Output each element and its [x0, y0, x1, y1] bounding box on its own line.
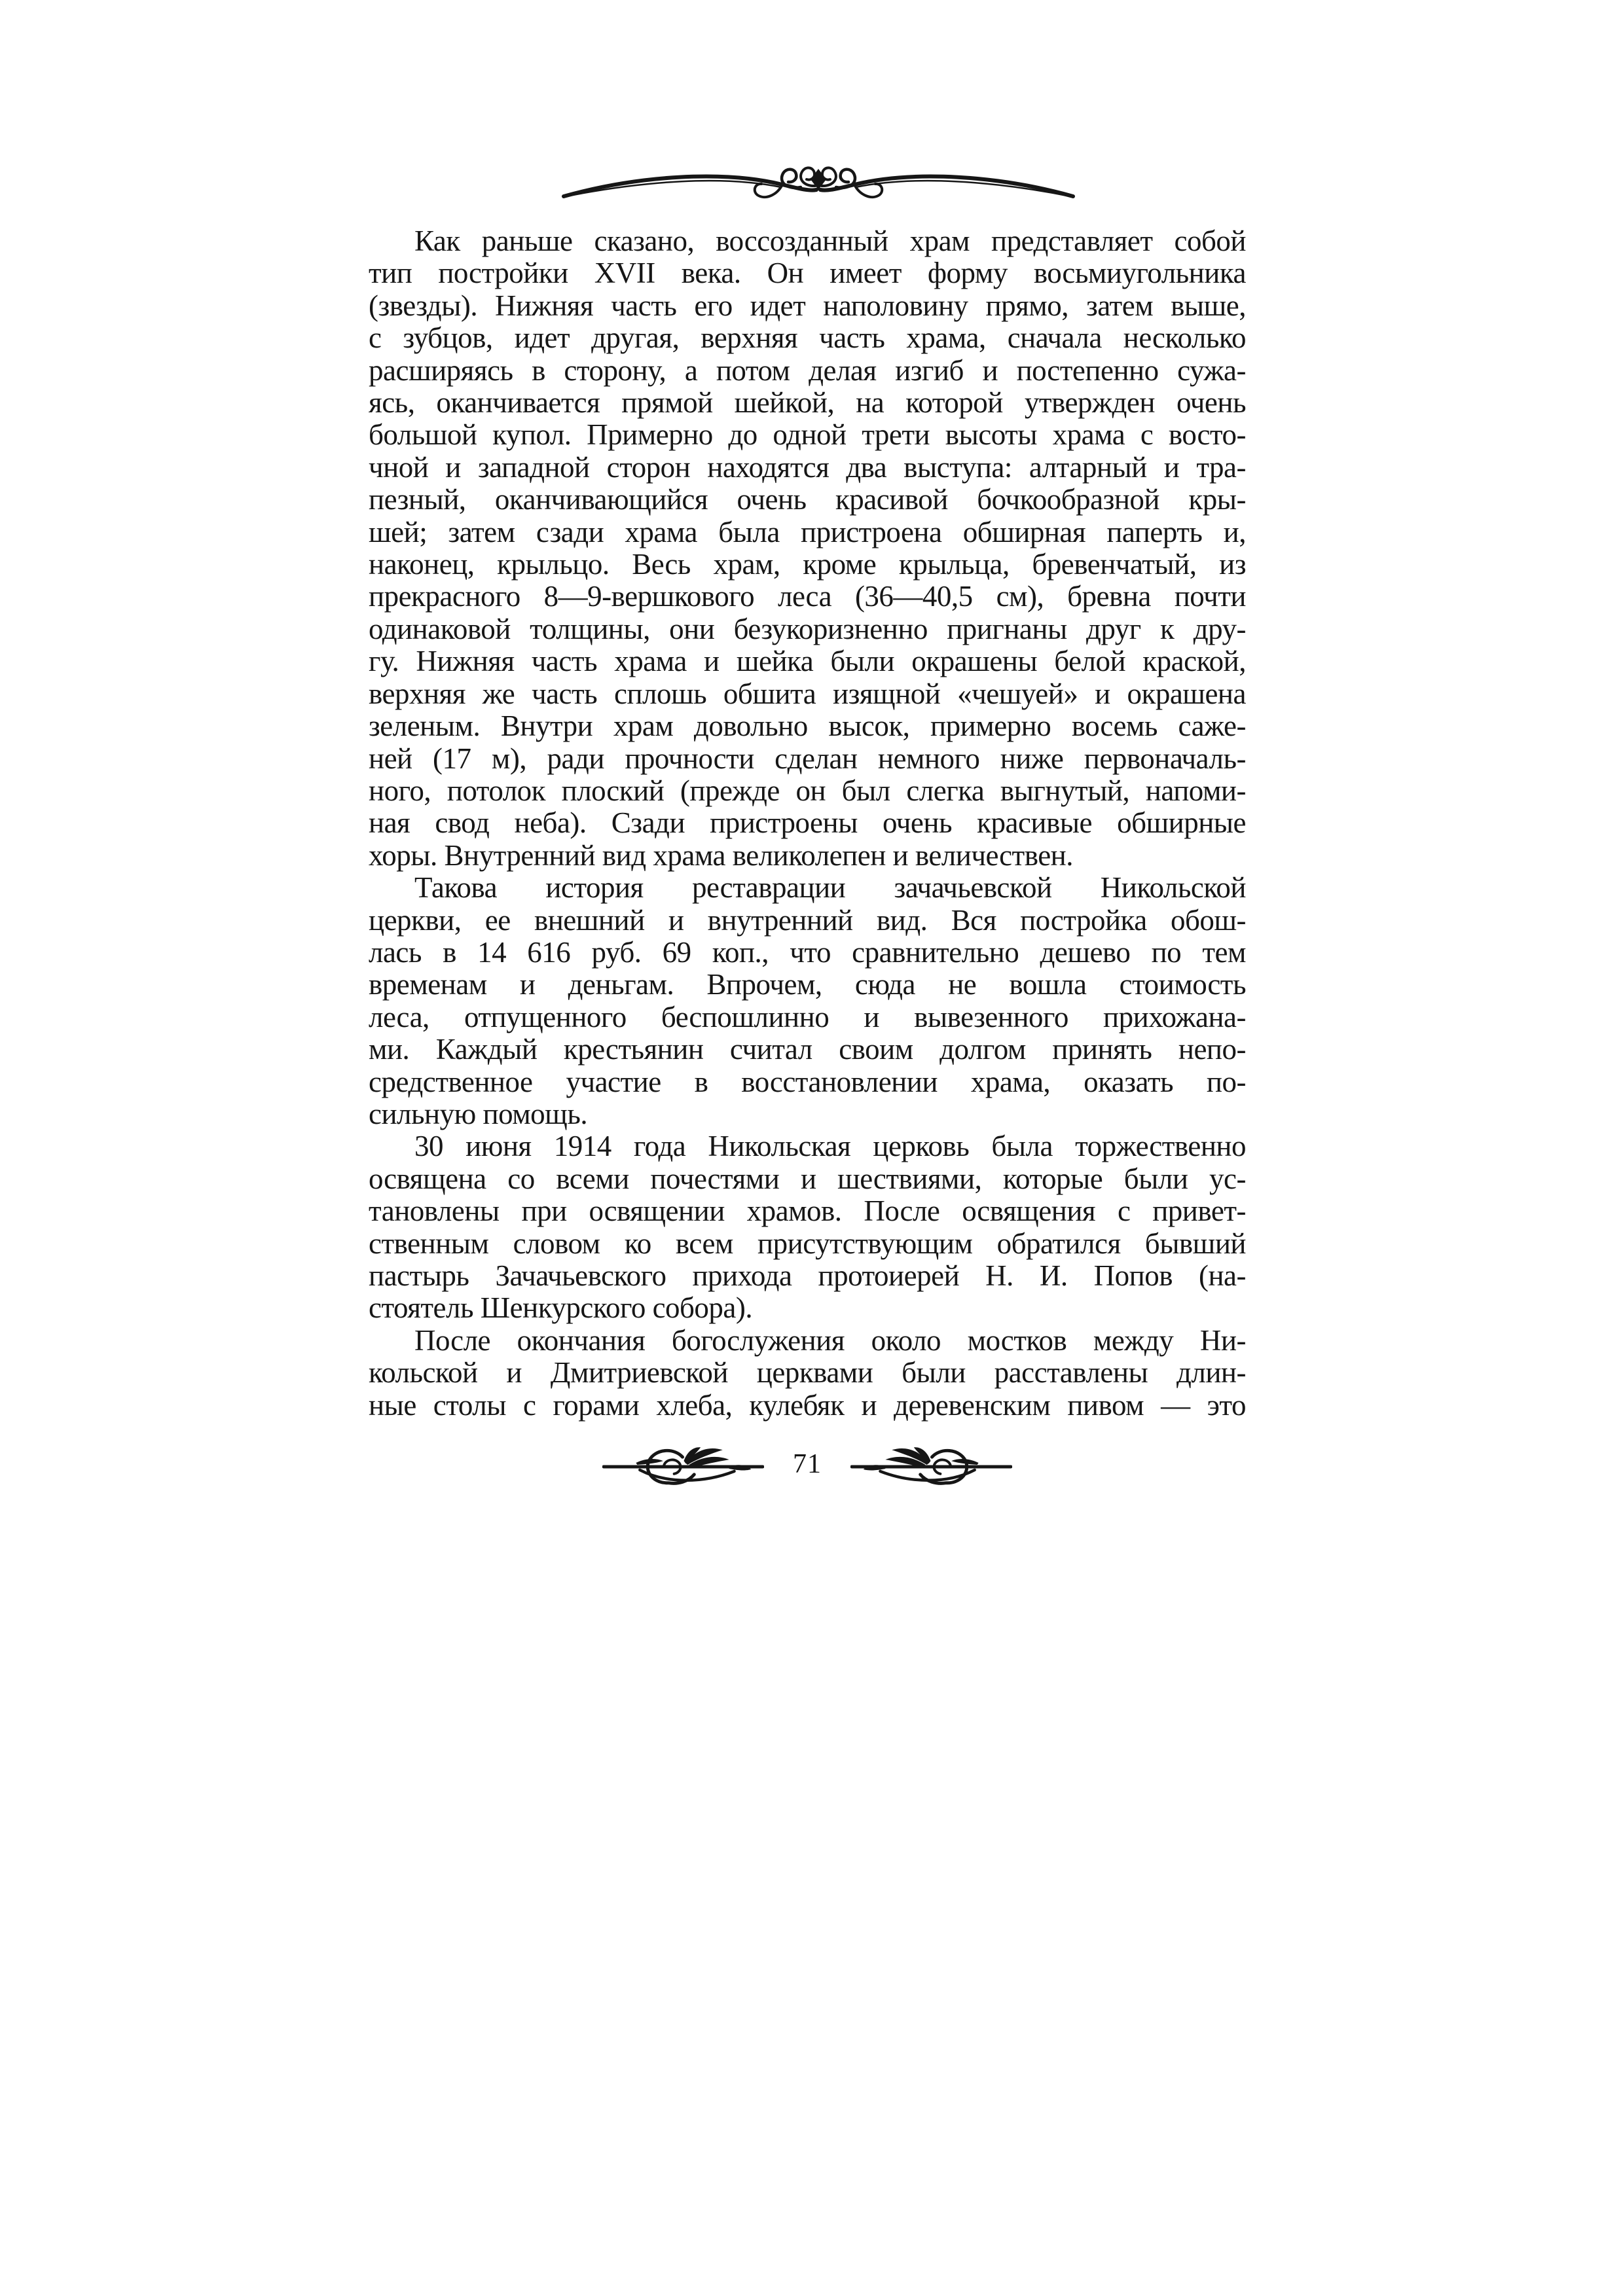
text-line: с зубцов, идет другая, верхняя часть храма, сначала несколько: [369, 321, 1246, 355]
text-line: шей; затем сзади храма была пристроена обширная паперть и,: [369, 515, 1246, 548]
top-divider-ornament-icon: [560, 161, 1077, 208]
text-line: временам и деньгам. Впрочем, сюда не вошла стоимость: [369, 968, 1246, 1001]
page-number: 71: [793, 1449, 822, 1479]
text-line: освящена со всеми почестями и шествиями, которые были ус-: [369, 1162, 1246, 1195]
text-line: средственное участие в восстановлении храма, оказать по-: [369, 1065, 1246, 1098]
text-line: ного, потолок плоский (прежде он был слегка выгнутый, напоми-: [369, 774, 1246, 807]
text-line: тип постройки XVII века. Он имеет форму восьмиугольника: [369, 257, 1246, 290]
text-line: ственным словом ко всем присутствующим обратился бывший: [369, 1227, 1246, 1260]
text-line: После окончания богослужения около мостков между Ни-: [414, 1323, 1246, 1357]
footer-right-flourish-icon: [850, 1445, 1012, 1487]
text-line: Такова история реставрации зачачьевской Никольской: [414, 871, 1246, 905]
text-line: (звезды). Нижняя часть его идет наполовину прямо, затем выше,: [369, 289, 1246, 322]
text-line: церкви, ее внешний и внутренний вид. Вся постройка обош-: [369, 903, 1246, 937]
text-line: расширяясь в сторону, а потом делая изгиб и постепенно сужа-: [369, 353, 1246, 387]
text-line: ные столы с горами хлеба, кулебяк и деревенским пивом — это: [369, 1388, 1246, 1422]
text-line: наконец, крыльцо. Весь храм, кроме крыльца, бревенчатый, из: [369, 548, 1246, 581]
text-line: Как раньше сказано, воссозданный храм представляет собой: [414, 224, 1246, 257]
text-line: ясь, оканчивается прямой шейкой, на которой утвержден очень: [369, 386, 1246, 420]
text-line: прекрасного 8—9-вершкового леса (36—40,5 см), бревна почти: [369, 580, 1246, 613]
text-line: ная свод неба). Сзади пристроены очень красивые обширные: [369, 806, 1246, 840]
text-line: верхняя же часть сплошь обшита изящной «чешуей» и окрашена: [369, 677, 1246, 710]
text-line: 30 июня 1914 года Никольская церковь была торжественно: [414, 1130, 1246, 1163]
text-line: стоятель Шенкурского собора).: [369, 1291, 753, 1325]
text-line: леса, отпущенного беспошлинно и вывезенного прихожана-: [369, 1000, 1246, 1033]
text-line: ми. Каждый крестьянин считал своим долгом принять непо-: [369, 1033, 1246, 1066]
text-line: пезный, оканчивающийся очень красивой бочкообразной кры-: [369, 483, 1246, 516]
paragraph: [369, 1130, 1246, 1324]
footer-left-flourish-icon: [602, 1445, 764, 1487]
text-line: гу. Нижняя часть храма и шейка были окрашены белой краской,: [369, 645, 1246, 678]
paragraph: [369, 225, 1246, 872]
text-line: зеленым. Внутри храм довольно высок, примерно восемь саже-: [369, 709, 1246, 743]
text-line: тановлены при освящении храмов. После освящения с привет-: [369, 1194, 1246, 1228]
paragraph: [369, 1325, 1246, 1422]
text-line: кольской и Дмитриевской церквами были расставлены длин-: [369, 1356, 1246, 1390]
text-line: сильную помощь.: [369, 1097, 588, 1130]
text-line: хоры. Внутренний вид храма великолепен и величествен.: [369, 838, 1073, 872]
text-line: лась в 14 616 руб. 69 коп., что сравнительно дешево по тем: [369, 935, 1246, 969]
text-line: пастырь Зачачьевского прихода протоиерей Н. И. Попов (на-: [369, 1259, 1246, 1292]
text-line: большой купол. Примерно до одной трети высоты храма с восто-: [369, 418, 1246, 452]
paragraph: [369, 872, 1246, 1130]
page-footer: [369, 1440, 1246, 1492]
text-line: ней (17 м), ради прочности сделан немного ниже первоначаль-: [369, 742, 1246, 775]
text-line: чной и западной сторон находятся два выступа: алтарный и тра-: [369, 450, 1246, 484]
text-line: одинаковой толщины, они безукоризненно пригнаны друг к дру-: [369, 612, 1246, 645]
text-block: [369, 225, 1246, 1422]
